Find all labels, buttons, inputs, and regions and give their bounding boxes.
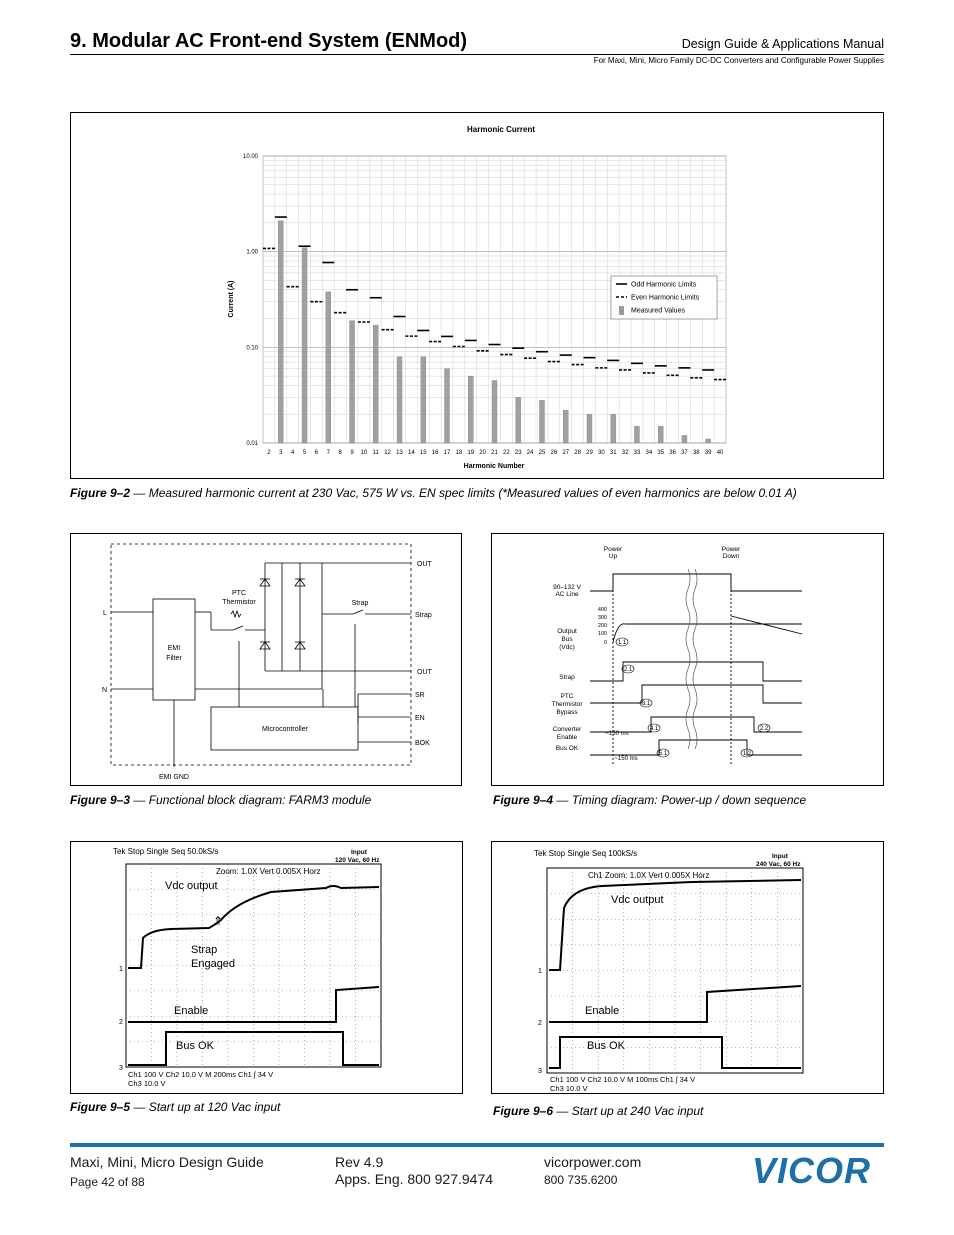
pin-out-bottom: OUT (417, 669, 432, 676)
harmonic-chart (71, 113, 883, 478)
header-rule (70, 54, 884, 55)
figure-text: — Start up at 120 Vac input (130, 1100, 281, 1114)
x-tick-label: 24 (526, 450, 534, 456)
strap-label: Strap (351, 600, 369, 607)
figure-9-3-caption (70, 793, 371, 807)
x-tick-label: 7 (326, 450, 330, 456)
pin-strap: Strap (415, 612, 432, 619)
measured-bar (539, 400, 544, 443)
busok-signal: Bus OK (555, 745, 579, 752)
vicor-logo: VICOR (752, 1150, 872, 1191)
measured-bar (350, 321, 355, 443)
measured-bar (302, 248, 307, 443)
scope-input-2: 120 Vac, 60 Hz (335, 857, 380, 864)
enable-label: Enable (174, 1005, 209, 1017)
measured-bar (563, 410, 568, 443)
chart-ylabel: Current (A) (228, 280, 235, 318)
tick-0: 0 (603, 640, 607, 646)
strap-arrow: ⇑ (213, 914, 224, 928)
x-tick-label: 17 (443, 450, 451, 456)
measured-bar (634, 426, 639, 443)
delay-1: ~150 ms (605, 731, 629, 737)
busok-label: Bus OK (176, 1040, 214, 1052)
x-tick-label: 8 (338, 450, 342, 456)
tick-100: 100 (597, 631, 607, 637)
manual-title: Design Guide & Applications Manual (681, 37, 884, 51)
scope-top-label: Tek Stop Single Seq 50.0kS/s (113, 847, 219, 856)
x-tick-label: 9 (350, 450, 354, 456)
legend-odd: Odd Harmonic Limits (631, 281, 697, 289)
x-tick-label: 3 (279, 450, 283, 456)
footer-bar (70, 1143, 884, 1147)
x-tick-label: 40 (716, 450, 724, 456)
strap-signal: Strap (559, 674, 575, 681)
measured-bar (421, 357, 426, 443)
footer-apps: Apps. Eng. 800 927.9474 (335, 1171, 494, 1187)
ch1-marker: 1 (538, 968, 542, 975)
vdc-output-label: Vdc output (165, 880, 218, 892)
scope-zoom: Zoom: 1.0X Vert 0.005X Horz (216, 867, 321, 876)
x-tick-label: 36 (669, 450, 676, 456)
legend-measured-swatch (619, 306, 624, 315)
x-tick-label: 4 (291, 450, 295, 456)
scope-graticule (547, 868, 803, 1073)
tick-300: 300 (597, 615, 607, 621)
footer-page: Page 42 of 88 (70, 1175, 145, 1189)
output-bus-3: (Vdc) (559, 644, 575, 651)
x-tick-label: 25 (538, 450, 546, 456)
ch2-marker: 2 (119, 1019, 123, 1026)
output-bus-2: Bus (561, 636, 573, 643)
power-down-2: Down (722, 553, 740, 560)
output-bus-1: Output (557, 628, 577, 635)
scope-120v-frame (70, 841, 463, 1094)
scope-120v (71, 842, 462, 1093)
scope-240v-frame (491, 841, 884, 1094)
power-down-1: Power (721, 546, 741, 553)
marker-2-2: 2.2 (759, 726, 769, 732)
y-tick-label: 1.00 (246, 249, 258, 256)
pin-l: L (103, 610, 107, 617)
figure-label: Figure 9–4 (493, 793, 554, 807)
scope-zoom: Ch1 Zoom: 1.0X Vert 0.005X Horz (588, 871, 710, 880)
timing-diagram-frame (491, 533, 884, 786)
x-tick-label: 16 (431, 450, 439, 456)
x-tick-label: 21 (491, 450, 498, 456)
x-tick-label: 15 (419, 450, 427, 456)
marker-2-1: 2.1 (623, 667, 633, 673)
ch1-marker: 1 (119, 966, 123, 973)
x-tick-label: 2 (267, 450, 271, 456)
emi-label-2: Filter (166, 655, 182, 662)
figure-9-5-caption (70, 1100, 280, 1114)
footer-web[interactable]: vicorpower.com (544, 1154, 642, 1170)
x-tick-label: 29 (586, 450, 593, 456)
measured-bar (397, 357, 402, 443)
x-tick-label: 32 (621, 450, 629, 456)
scope-bottom-2: Ch3 10.0 V (128, 1079, 166, 1088)
x-tick-label: 28 (574, 450, 581, 456)
x-tick-label: 19 (467, 450, 475, 456)
x-tick-label: 34 (645, 450, 653, 456)
x-tick-label: 22 (503, 450, 510, 456)
ptc-label-2: Thermistor (222, 599, 256, 606)
measured-bar (658, 426, 663, 443)
pin-out-top: OUT (417, 561, 432, 568)
page-title: 9. Modular AC Front-end System (ENMod) (70, 30, 468, 52)
ch3-marker: 3 (538, 1068, 542, 1075)
measured-bar (468, 376, 473, 443)
scope-bottom-2: Ch3 10.0 V (550, 1084, 588, 1093)
ptc-signal-1: PTC (560, 693, 574, 700)
ch3-marker: 3 (119, 1065, 123, 1072)
x-tick-label: 33 (633, 450, 641, 456)
legend-measured: Measured Values (631, 307, 685, 315)
chart-xlabel: Harmonic Number (463, 463, 525, 470)
marker-1-2: 1.2 (742, 751, 752, 757)
pin-en: EN (415, 715, 425, 722)
measured-bar (587, 414, 592, 443)
y-tick-label: 0.10 (246, 345, 258, 352)
x-tick-label: 14 (408, 450, 415, 456)
marker-4-1: 4.1 (649, 726, 659, 732)
footer-phone: 800 735.6200 (544, 1173, 618, 1187)
strap-label-1: Strap (191, 944, 218, 956)
x-tick-label: 10 (360, 450, 368, 456)
figure-9-2-caption (70, 486, 797, 500)
delay-2: ~150 ms (614, 756, 638, 762)
x-tick-label: 11 (372, 450, 379, 456)
tick-200: 200 (597, 623, 607, 629)
scope-240v (492, 842, 883, 1093)
ac-line-1: 90–132 V (553, 584, 581, 591)
figure-label: Figure 9–5 (70, 1100, 131, 1114)
scope-input-1: Input (351, 849, 367, 856)
x-tick-label: 20 (479, 450, 486, 456)
figure-label: Figure 9–6 (493, 1104, 554, 1118)
emi-gnd-label: EMI GND (159, 774, 189, 781)
emi-label-1: EMI (167, 645, 181, 652)
measured-bar (516, 397, 521, 443)
x-tick-label: 39 (704, 450, 712, 456)
y-tick-label: 0.01 (246, 441, 258, 447)
footer-guide: Maxi, Mini, Micro Design Guide (70, 1154, 264, 1170)
ptc-signal-2: Thermistor (551, 701, 583, 708)
figure-label: Figure 9–2 (70, 486, 131, 500)
x-tick-label: 18 (455, 450, 463, 456)
power-up-2: Up (608, 553, 618, 560)
harmonic-chart-frame (70, 112, 884, 479)
block-diagram (71, 534, 461, 785)
ptc-label-1: PTC (232, 590, 246, 597)
pin-bok: BOK (415, 740, 430, 747)
figure-text: — Measured harmonic current at 230 Vac, 575 W vs. EN spec limits (*Measured values of even harmonics are below 0.01 A) (130, 486, 797, 500)
figure-9-4-caption (493, 793, 806, 807)
x-tick-label: 13 (396, 450, 403, 456)
tick-400: 400 (597, 607, 607, 613)
measured-bar (706, 439, 711, 443)
legend-even: Even Harmonic Limits (631, 294, 700, 302)
enable-label: Enable (585, 1005, 620, 1017)
scope-bottom-1: Ch1 100 V Ch2 10.0 V M 200ms Ch1 ʃ 34 V (128, 1070, 274, 1079)
scope-input-1: Input (772, 853, 788, 860)
enable-signal-1: Converter (552, 726, 582, 733)
measured-bar (611, 414, 616, 443)
chart-title: Harmonic Current (466, 125, 536, 134)
marker-5-1: 5.1 (658, 751, 668, 757)
measured-bar (682, 435, 687, 443)
power-up-1: Power (603, 546, 623, 553)
x-tick-label: 5 (302, 450, 307, 456)
figure-9-6-caption (493, 1104, 703, 1118)
busok-label: Bus OK (587, 1040, 625, 1052)
pin-n: N (102, 687, 108, 694)
x-tick-label: 31 (609, 450, 617, 456)
figure-label: Figure 9–3 (70, 793, 131, 807)
x-tick-label: 26 (550, 450, 558, 456)
strap-label-2: Engaged (191, 958, 236, 970)
x-tick-label: 37 (681, 450, 688, 456)
ptc-signal-3: Bypass (556, 709, 578, 716)
x-tick-label: 12 (384, 450, 391, 456)
marker-3-1: 3.1 (641, 701, 651, 707)
x-tick-label: 35 (657, 450, 665, 456)
block-diagram-frame (70, 533, 462, 786)
figure-text: — Start up at 240 Vac input (553, 1104, 704, 1118)
x-tick-label: 38 (692, 450, 700, 456)
footer-rev: Rev 4.9 (335, 1154, 384, 1170)
x-tick-label: 27 (562, 450, 570, 456)
x-tick-label: 23 (514, 450, 522, 456)
scope-input-2: 240 Vac, 60 Hz (756, 861, 801, 868)
microcontroller-label: Microcontroller (262, 726, 308, 733)
figure-text: — Functional block diagram: FARM3 module (130, 793, 372, 807)
manual-subtitle: For Maxi, Mini, Micro Family DC-DC Converters and Configurable Power Supplies (593, 56, 884, 65)
figure-text: — Timing diagram: Power-up / down sequence (553, 793, 807, 807)
measured-bar (445, 369, 450, 443)
enable-signal-2: Enable (556, 734, 578, 741)
y-tick-label: 10.00 (242, 154, 258, 160)
ch2-marker: 2 (538, 1020, 542, 1027)
measured-bar (326, 292, 331, 443)
timing-diagram (492, 534, 883, 785)
measured-bar (492, 381, 497, 443)
ac-line-2: AC Line (555, 591, 579, 598)
scope-top-label: Tek Stop Single Seq 100kS/s (534, 849, 638, 858)
measured-bar (373, 325, 378, 443)
measured-bar (278, 221, 283, 443)
x-tick-label: 6 (314, 450, 319, 456)
pin-sr: SR (415, 692, 425, 699)
x-tick-label: 30 (598, 450, 605, 456)
vdc-output-label: Vdc output (611, 894, 664, 906)
chart-legend (611, 276, 717, 319)
scope-bottom-1: Ch1 100 V Ch2 10.0 V M 100ms Ch1 ʃ 34 V (550, 1075, 696, 1084)
marker-1-1: 1.1 (617, 640, 627, 646)
